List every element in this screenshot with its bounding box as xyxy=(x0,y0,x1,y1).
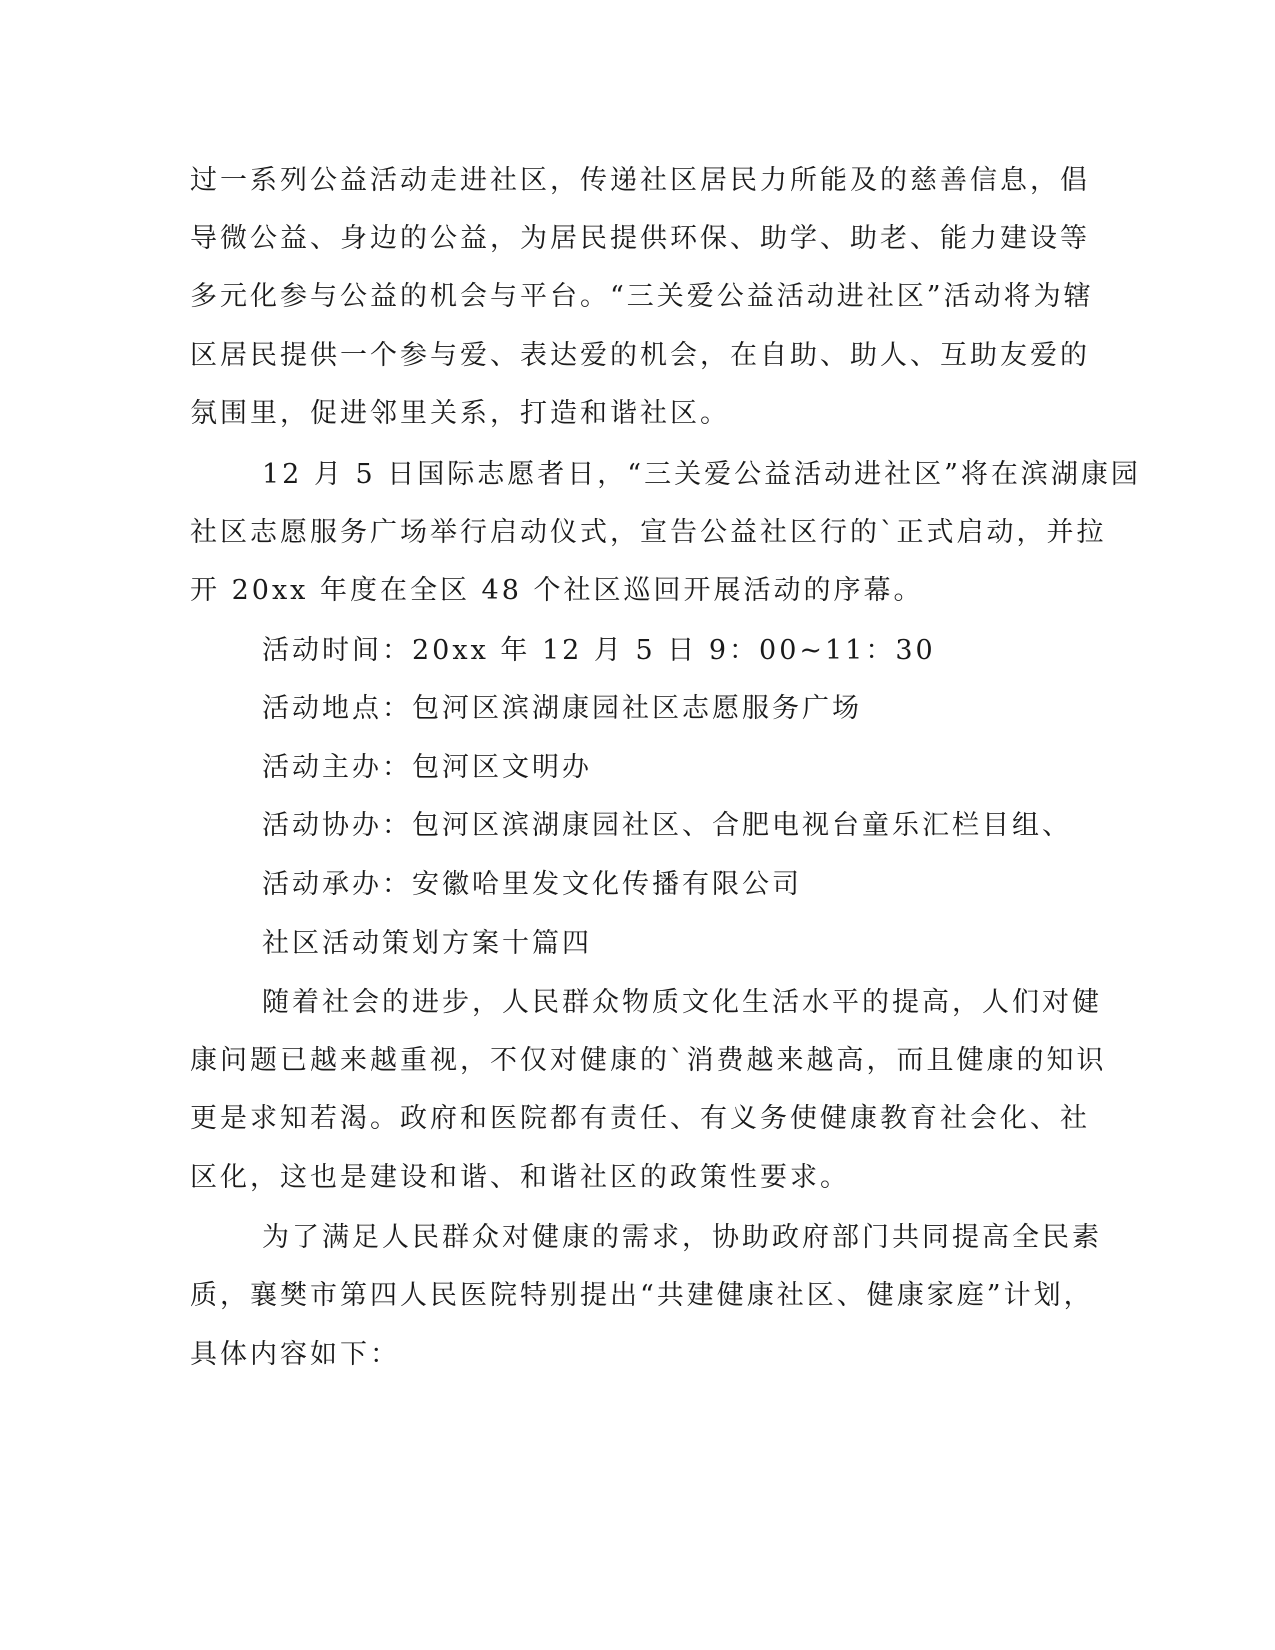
paragraph-line: 社区志愿服务广场举行启动仪式，宣告公益社区行的`正式启动，并拉 xyxy=(190,517,1107,548)
paragraph-line: 具体内容如下： xyxy=(190,1339,400,1370)
paragraph-line: 随着社会的进步，人民群众物质文化生活水平的提高，人们对健 xyxy=(262,987,1102,1018)
paragraph-line: 质，襄樊市第四人民医院特别提出“共建健康社区、健康家庭”计划， xyxy=(190,1280,1094,1311)
event-undertaker-line: 活动承办：安徽哈里发文化传播有限公司 xyxy=(262,869,802,900)
paragraph-line: 更是求知若渴。政府和医院都有责任、有义务使健康教育社会化、社 xyxy=(190,1103,1090,1134)
paragraph-line: 康问题已越来越重视，不仅对健康的`消费越来越高，而且健康的知识 xyxy=(190,1045,1107,1076)
event-host-line: 活动主办：包河区文明办 xyxy=(262,752,592,783)
paragraph-line: 过一系列公益活动走进社区，传递社区居民力所能及的慈善信息，倡 xyxy=(190,165,1090,196)
event-time-line: 活动时间：20xx 年 12 月 5 日 9：00~11：30 xyxy=(262,635,936,666)
event-coorganizer-line: 活动协办：包河区滨湖康园社区、合肥电视台童乐汇栏目组、 xyxy=(262,810,1072,841)
paragraph-line: 开 20xx 年度在全区 48 个社区巡回开展活动的序幕。 xyxy=(190,575,924,606)
paragraph-line: 氛围里，促进邻里关系，打造和谐社区。 xyxy=(190,398,730,429)
paragraph-line: 导微公益、身边的公益，为居民提供环保、助学、助老、能力建设等 xyxy=(190,223,1090,254)
paragraph-line: 区化，这也是建设和谐、和谐社区的政策性要求。 xyxy=(190,1162,850,1193)
paragraph-line: 区居民提供一个参与爱、表达爱的机会，在自助、助人、互助友爱的 xyxy=(190,340,1090,371)
paragraph-line: 12 月 5 日国际志愿者日，“三关爱公益活动进社区”将在滨湖康园 xyxy=(262,459,1141,490)
event-location-line: 活动地点：包河区滨湖康园社区志愿服务广场 xyxy=(262,693,862,724)
paragraph-line: 为了满足人民群众对健康的需求，协助政府部门共同提高全民素 xyxy=(262,1222,1102,1253)
paragraph-line: 多元化参与公益的机会与平台。“三关爱公益活动进社区”活动将为辖 xyxy=(190,281,1094,312)
section-heading: 社区活动策划方案十篇四 xyxy=(262,928,592,959)
